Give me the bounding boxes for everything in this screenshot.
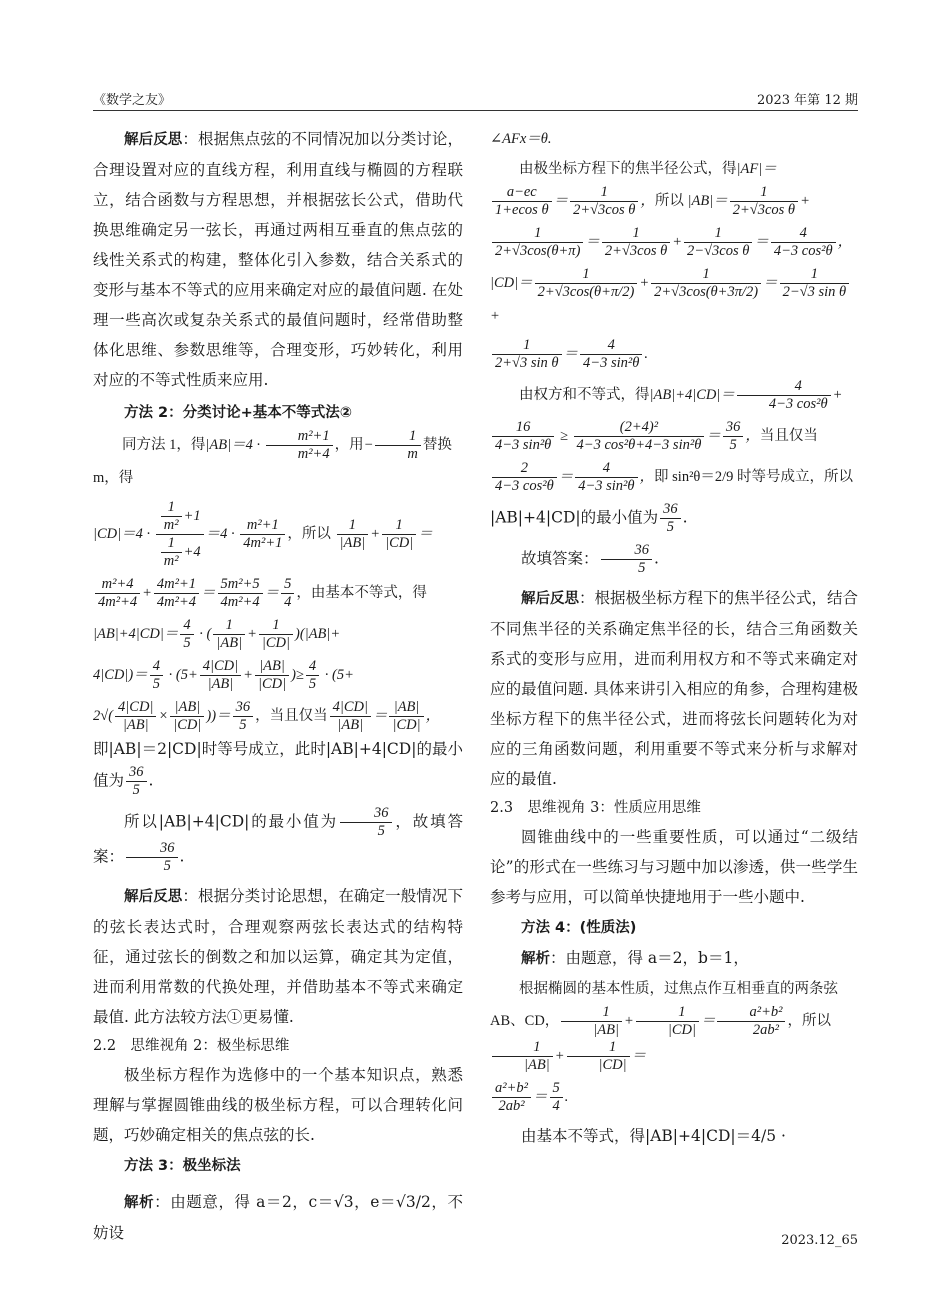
method-2-equality: 即|AB|＝2|CD|时等号成立，此时|AB|+4|CD|的最小值为 $\frac{36}{5}$ . bbox=[93, 740, 463, 798]
reflection-paragraph-1: 解后反思：根据焦点弦的不同情况加以分类讨论，合理设置对应的直线方程，利用直线与椭圆的方程联立，结合函数与方程思想，并根据弦长公式，借助代换思维确定另一弦长，再通过两相互垂直的焦点弦的线性关系式的构建，整体化引入参数，结合关系式的变形与基本不等式的应用来确定对应的最值问题. 在处理一些高次或复杂关系式的最值问题时，经常借助整体化思维、参数思维等，合理变形，巧妙转化，利用对应的不等式性质来应用. bbox=[93, 130, 463, 389]
polar-formula-intro: 由极坐标方程下的焦半径公式，得|AF|＝ bbox=[519, 161, 777, 177]
polar-formula-4: $\frac{1}{\text{2+√3 sin θ}}$ ＝ $\frac{4}{\text{4−3 sin²θ}}$ . bbox=[490, 337, 858, 372]
method-3-analysis: 解析：由题意，得 a＝2，c＝√3，e＝√3/2，不妨设 bbox=[93, 1193, 464, 1242]
section-2-2-heading: 2.2 思维视角 2：极坐标思维 bbox=[93, 1038, 290, 1054]
method-2-conclusion: 所以|AB|+4|CD|的最小值为 $\frac{36}{5}$ ，故填答案： $\frac{36}{5}$ . bbox=[93, 805, 463, 874]
polar-formula-3: |CD|＝ $\frac{1}{2+√3\cos(\theta+\pi/2)}$ + $\frac{1}{2+√3\cos(\theta+3\pi/2)}$ ＝ $\frac{1}{\text{2−√3 sin θ}}$ + bbox=[490, 266, 858, 331]
method-4-analysis: 解析：由题意，得 a＝2，b＝1， bbox=[521, 949, 749, 967]
polar-intro-paragraph: 极坐标方程作为选修中的一个基本知识点，熟悉理解与掌握圆锥曲线的极坐标方程，可以合理转化问题，巧妙确定相关的焦点弦的长. bbox=[93, 1066, 463, 1144]
section-2-3-heading: 2.3 思维视角 3：性质应用思维 bbox=[490, 800, 701, 816]
right-column bbox=[490, 124, 858, 1151]
method-4-title: 方法 4：(性质法) bbox=[521, 920, 637, 936]
cauchy-formula-1: 由权方和不等式，得|AB|+4|CD|＝ $\frac{4}{\text{4−3 cos²θ}}$ + bbox=[519, 378, 843, 412]
polar-formula-2: $\frac{1}{2+√3\cos(\theta+\pi)}$ ＝ $\frac{1}{\text{2+√3cos θ}}$ + $\frac{1}{\text{2−√3cos θ}}$ ＝ $\frac{4}{\text{4−3 cos²θ}}$ ， bbox=[490, 225, 858, 260]
method-2-formula-4: |AB|+4|CD|＝ $\frac{4}{5}$ · ( $\frac{1}{|AB|}$ + $\frac{1}{|CD|}$ )(|AB|+ bbox=[93, 617, 341, 651]
cauchy-formula-3: $\frac{2}{\text{4−3 cos²θ}}$ ＝ $\frac{4}{\text{4−3 sin²θ}}$ ，即 sin²θ＝2/9 时等号成立，所以 bbox=[490, 460, 858, 495]
polar-formula-1: $\frac{a-ec}{\text{1+ecos θ}}$ ＝ $\frac{1}{\text{2+√3cos θ}}$ ，所以 |AB|＝ $\frac{1}{\text{2+√3cos θ}}$ + bbox=[490, 184, 858, 219]
cauchy-minimum: |AB|+4|CD|的最小值为 $\frac{36}{5}$ . bbox=[490, 501, 688, 535]
reflection-paragraph-2: 解后反思：根据分类讨论思想，在确定一般情况下的弦长表达式时，合理观察两弦长表达式的结构特征，通过弦长的倒数之和加以运算，确定其为定值，进而利用常数的代换处理，并借助基本不等式来确定最值. 此方法较方法①更易懂. bbox=[93, 887, 463, 1026]
method-4-final-line: 由基本不等式，得|AB|+4|CD|＝4/5 · bbox=[521, 1127, 786, 1145]
method-2-title: 方法 2：分类讨论+基本不等式法② bbox=[124, 405, 353, 421]
issue-label: 2023 年第 12 期 bbox=[756, 93, 858, 108]
method-2-formula-3: $\frac{\text{m²+4}}{\text{4m²+4}}$ + $\frac{\text{4m²+1}}{\text{4m²+4}}$ ＝ $\frac{\text{5m²+5}}{\text{4m²+4}}$ ＝ $\frac{5}{4}$ ，由基本不等式，得 bbox=[93, 576, 463, 611]
method-2-formula-5: 4|CD|)＝ $\frac{4}{5}$ · (5+ $\frac{4|CD|}{|AB|}$ + $\frac{|AB|}{|CD|}$ )≥ $\frac{4}{5}$ · (5+ bbox=[93, 658, 354, 692]
property-intro-paragraph: 圆锥曲线中的一些重要性质，可以通过“二级结论”的形式在一些练习与习题中加以渗透，供一些学生参考与应用，可以简单快捷地用于一些小题中. bbox=[490, 828, 858, 906]
cauchy-formula-2: $\frac{16}{\text{4−3 sin²θ}}$ ≥ $\frac{\text{(2+4)²}}{\text{4−3 cos²θ+4−3 sin²θ}}$ ＝ $\frac{36}{5}$ ，当且仅当 bbox=[490, 419, 858, 454]
left-column bbox=[93, 124, 463, 1248]
method-4-formula-1: 根据椭圆的基本性质，过焦点作互相垂直的两条弦 AB、CD， $\frac{1}{|AB|}$ + $\frac{1}{|CD|}$ ＝ $\frac{\text{a²+b²}}{\text{2ab²}}$ ，所以 $\frac{1}{|AB|}$ + $\frac{1}{|CD|}$ ＝ bbox=[490, 981, 838, 1073]
header-rule bbox=[93, 110, 858, 111]
angle-statement: ∠AFx＝θ. bbox=[490, 131, 552, 147]
method-4-formula-2: $\frac{\text{a²+b²}}{\text{2ab²}}$ ＝ $\frac{5}{4}$ . bbox=[490, 1080, 858, 1115]
method-2-formula-1: 同方法 1，得|AB|＝4 · $\frac{\text{m²+1}}{\text{m²+4}}$ ，用− $\frac{1}{m}$ 替换 m，得 bbox=[93, 428, 452, 486]
method-2-formula-6: 2√( $\frac{4|CD|}{|AB|}$ × $\frac{|AB|}{|CD|}$ ))＝ $\frac{36}{5}$ ，当且仅当 $\frac{4|CD|}{|AB|}$ ＝ $\frac{|AB|}{|CD|}$ ， bbox=[93, 699, 441, 733]
page-number: 2023.12_65 bbox=[781, 1233, 858, 1248]
method-3-answer: 故填答案： $\frac{36}{5}$ . bbox=[521, 542, 659, 576]
reflection-paragraph-3: 解后反思：根据极坐标方程下的焦半径公式，结合不同焦半径的关系确定焦半径的长，结合三角函数关系式的变形与应用，进而利用权方和不等式来确定对应的最值问题. 具体来讲引入相应的角参，合理构建极坐标方程下的焦半径公式，进而将弦长问题转化为对应的三角函数问题，利用重要不等式来分析与求解对应的最值. bbox=[490, 589, 859, 788]
method-2-formula-2: |CD|＝4 · $\frac{1}{\text{m²}}$ +1 $\frac{1}{\text{m²}}$ +4 ＝4 · $\frac{\text{m²+1}}{\text{4m²+1}}$ ，所以 $\frac{1}{|AB|}$ + $\frac{1}{|CD|}$ ＝ bbox=[93, 499, 433, 569]
journal-title: 《数学之友》 bbox=[93, 93, 172, 108]
method-3-title: 方法 3：极坐标法 bbox=[124, 1158, 241, 1174]
